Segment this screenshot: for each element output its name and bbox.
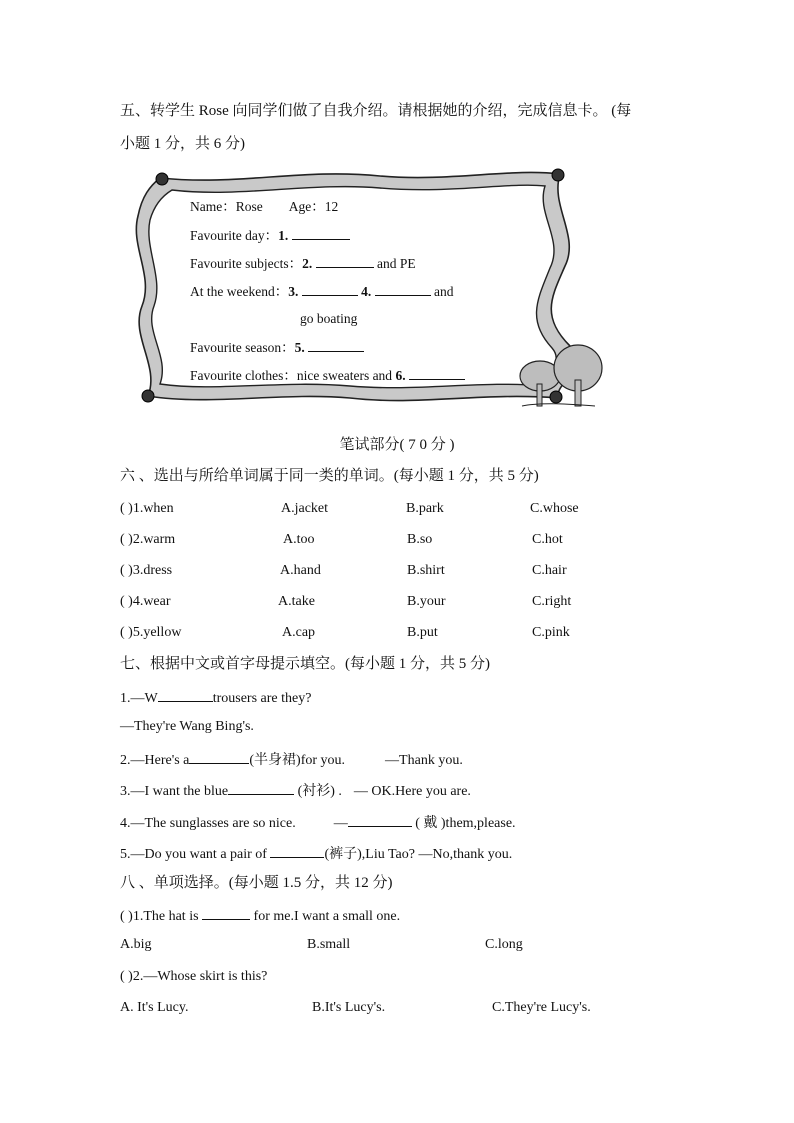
option-c: C.hair: [532, 563, 567, 578]
blank-3[interactable]: [302, 283, 358, 296]
option-c: C.whose: [530, 501, 579, 516]
blank-4[interactable]: [375, 283, 431, 296]
option-c: C.pink: [532, 625, 570, 640]
section7-q5: 5.—Do you want a pair of (裤子),Liu Tao? —No,thank you.: [120, 843, 512, 864]
option-c: C.right: [532, 594, 572, 609]
section8-heading: 八 、单项选择。(每小题 1.5 分，共 12 分): [120, 875, 393, 891]
option-b: B.your: [407, 594, 446, 609]
option-c: C.hot: [532, 532, 563, 547]
card-weekend: At the weekend：3. 4. and: [190, 284, 454, 299]
info-card: [120, 166, 605, 414]
section7-q1: 1.—W trousers are they?: [120, 687, 311, 708]
section8-q2: ( )2.—Whose skirt is this?: [120, 969, 268, 984]
section8-q2-option-a: A. It's Lucy.: [120, 1000, 189, 1015]
card-go-boating: go boating: [300, 311, 358, 326]
option-a: A.hand: [280, 563, 321, 578]
section8-q1-option-b: B.small: [307, 937, 351, 952]
question: ( )2.warm: [120, 532, 176, 547]
option-a: A.too: [283, 532, 315, 547]
blank-2[interactable]: [316, 255, 374, 268]
option-a: A.jacket: [281, 501, 329, 516]
blank-7-5[interactable]: [270, 843, 324, 858]
section8-q1-option-a: A.big: [120, 937, 152, 952]
card-fav-day: Favourite day：1.: [190, 227, 350, 244]
section7-heading: 七、根据中文或首字母提示填空。(每小题 1 分，共 5 分): [120, 656, 490, 672]
blank-7-4[interactable]: [348, 812, 412, 827]
option-b: B.park: [406, 501, 444, 516]
question: ( )4.wear: [120, 594, 171, 609]
blank-7-1[interactable]: [158, 687, 213, 702]
section8-q1-option-c: C.long: [485, 937, 523, 952]
blank-5[interactable]: [308, 339, 364, 352]
option-a: A.cap: [282, 625, 316, 640]
section8-q2-option-c: C.They're Lucy's.: [492, 1000, 591, 1015]
card-fav-subjects: Favourite subjects：2. and PE: [190, 256, 416, 271]
option-b: B.put: [407, 625, 438, 640]
option-a: A.take: [278, 594, 315, 609]
section5-heading-line2: 小题 1 分，共 6 分): [120, 136, 245, 152]
section5-heading-line1: 五、转学生 Rose 向同学们做了自我介绍。请根据她的介绍，完成信息卡。 (每: [120, 103, 632, 119]
blank-6[interactable]: [409, 367, 465, 380]
section7-q2: 2.—Here's a (半身裙)for you. —Thank you.: [120, 749, 463, 770]
section7-q3: 3.—I want the blue (衬衫) . — OK.Here you are.: [120, 780, 471, 801]
question: ( )1.when: [120, 501, 174, 516]
section6-heading: 六 、选出与所给单词属于同一类的单词。(每小题 1 分，共 5 分): [120, 468, 539, 484]
card-fav-clothes: Favourite clothes：nice sweaters and 6.: [190, 367, 465, 384]
section8-q2-option-b: B.It's Lucy's.: [312, 1000, 386, 1015]
blank-7-3[interactable]: [228, 780, 294, 795]
blank-8-1[interactable]: [202, 905, 250, 920]
option-b: B.so: [407, 532, 433, 547]
section8-q1: ( )1.The hat is for me.I want a small one.: [120, 905, 400, 926]
question: ( )3.dress: [120, 563, 173, 578]
blank-7-2[interactable]: [189, 749, 249, 764]
card-name: Name：Rose Age：12: [190, 199, 339, 214]
section7-q4: 4.—The sunglasses are so nice. — ( 戴 )them,please.: [120, 812, 516, 833]
question: ( )5.yellow: [120, 625, 182, 640]
card-fav-season: Favourite season：5.: [190, 339, 364, 356]
blank-1[interactable]: [292, 227, 350, 240]
option-b: B.shirt: [407, 563, 445, 578]
section7-q1-answer: —They're Wang Bing's.: [120, 719, 254, 734]
written-section-title: 笔试部分( 7 0 分 ): [339, 437, 455, 453]
